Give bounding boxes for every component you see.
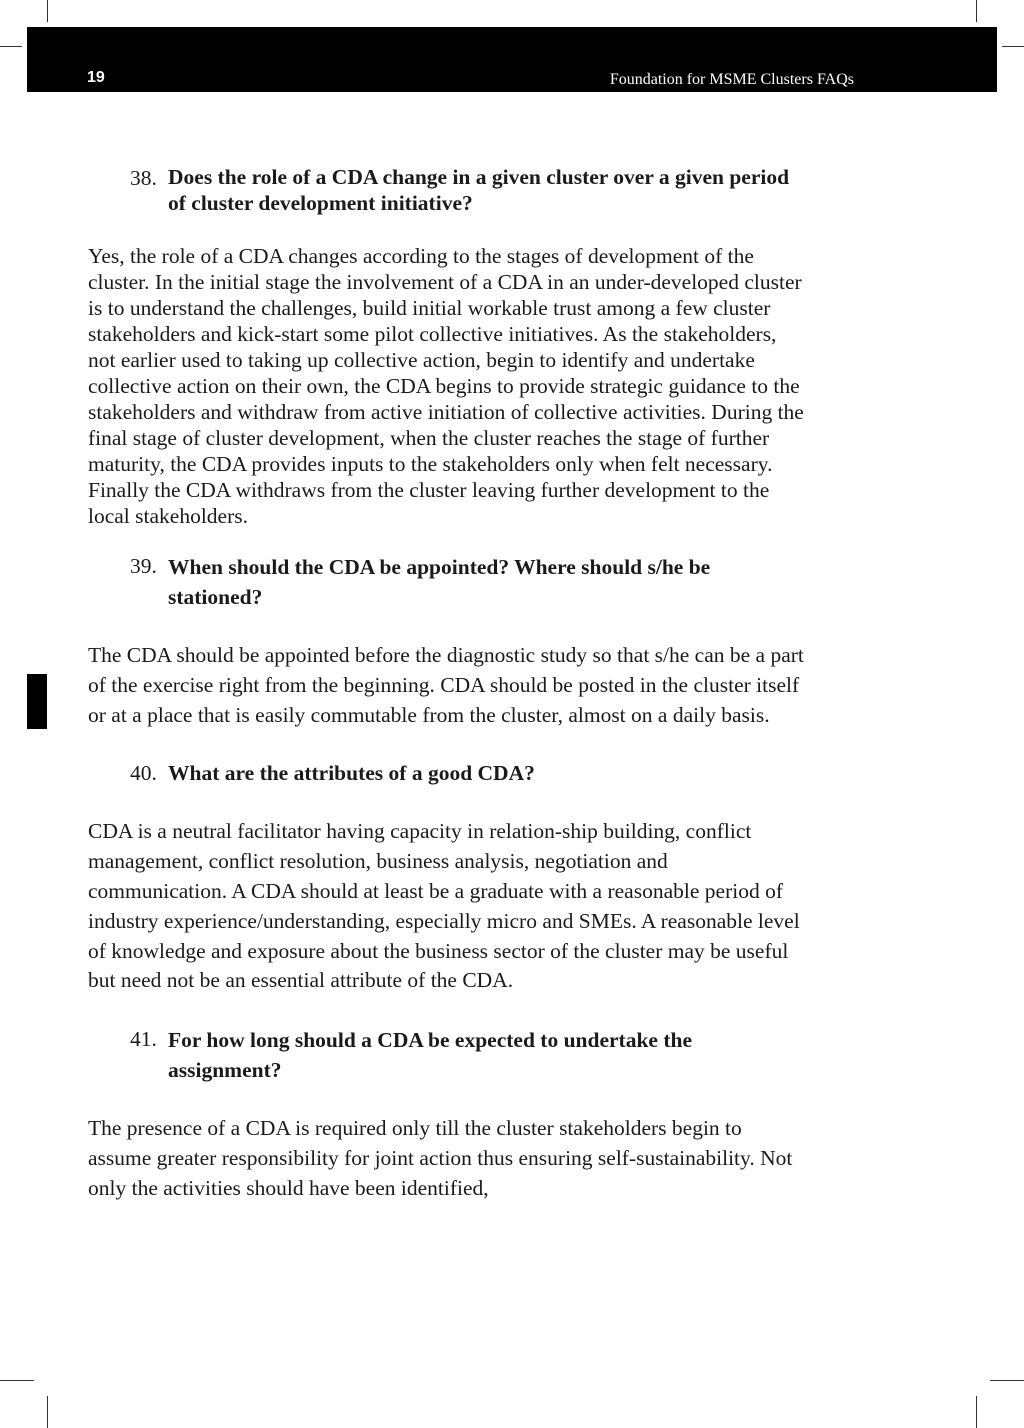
page-number: 19 (87, 69, 105, 86)
crop-mark (47, 0, 48, 22)
question-text: What are the attributes of a good CDA? (168, 761, 535, 786)
running-title: Foundation for MSME Clusters FAQs (609, 71, 854, 88)
header-bar (27, 27, 997, 92)
answer-39: The CDA should be appointed before the diagnostic study so that s/he can be a part of the exercise right from the beginning. CDA should be posted in the cluster itself or at a place that is easily commutable from the cluster, almost on a daily basis. (88, 643, 804, 727)
question-text: For how long should a CDA be expected to undertake the assignment? (168, 1028, 692, 1083)
question-40 (88, 759, 808, 787)
page-content (88, 160, 808, 1204)
question-text: When should the CDA be appointed? Where should s/he be stationed? (168, 555, 711, 609)
question-39 (88, 552, 808, 612)
question-38 (88, 164, 808, 216)
side-tab-marker (27, 674, 47, 729)
answer-38: Yes, the role of a CDA changes according to the stages of development of the cluster. In the initial stage the involvement of a CDA in an under-developed cluster is to understand the challenges, build initial workable trust among a few cluster stakeholders and kick-start some pilot collective initiatives. As the stakeholders, not earlier used to taking up collective action, begin to identify and undertake collective action on their own, the CDA begins to provide strategic guidance to the stakeholders and withdraw from active initiation of collective activities. During the final stage of cluster development, when the cluster reaches the stage of further maturity, the CDA provides inputs to the stakeholders only when felt necessary. Finally the CDA withdraws from the cluster leaving further development to the local stakeholders. (88, 244, 804, 528)
crop-mark (976, 1396, 977, 1428)
answer-40: CDA is a neutral facilitator having capacity in relation-ship building, conflict management, conflict resolution, business analysis, negotiation and communication. A CDA should at least be a graduate with a reasonable period of industry experience/understanding, especially micro and SMEs. A reasonable level of knowledge and exposure about the business sector of the cluster may be useful but need not be an essential attribute of the CDA. (88, 819, 800, 993)
crop-mark (1002, 46, 1024, 47)
crop-mark (47, 1396, 48, 1428)
crop-mark (990, 1380, 1024, 1381)
answer-41: The presence of a CDA is required only till the cluster stakeholders begin to assume greater responsibility for joint action thus ensuring self-sustainability. Not only the activities should have been identified, (88, 1116, 793, 1200)
question-number: 38. (130, 166, 157, 190)
question-number: 41. (130, 1027, 157, 1052)
crop-mark (0, 1380, 34, 1381)
crop-mark (976, 0, 977, 22)
question-text: Does the role of a CDA change in a given cluster over a given period of cluster development initiative? (168, 165, 790, 215)
question-number: 40. (130, 761, 157, 786)
question-number: 39. (130, 554, 157, 578)
question-41 (88, 1025, 808, 1085)
crop-mark (0, 46, 22, 47)
